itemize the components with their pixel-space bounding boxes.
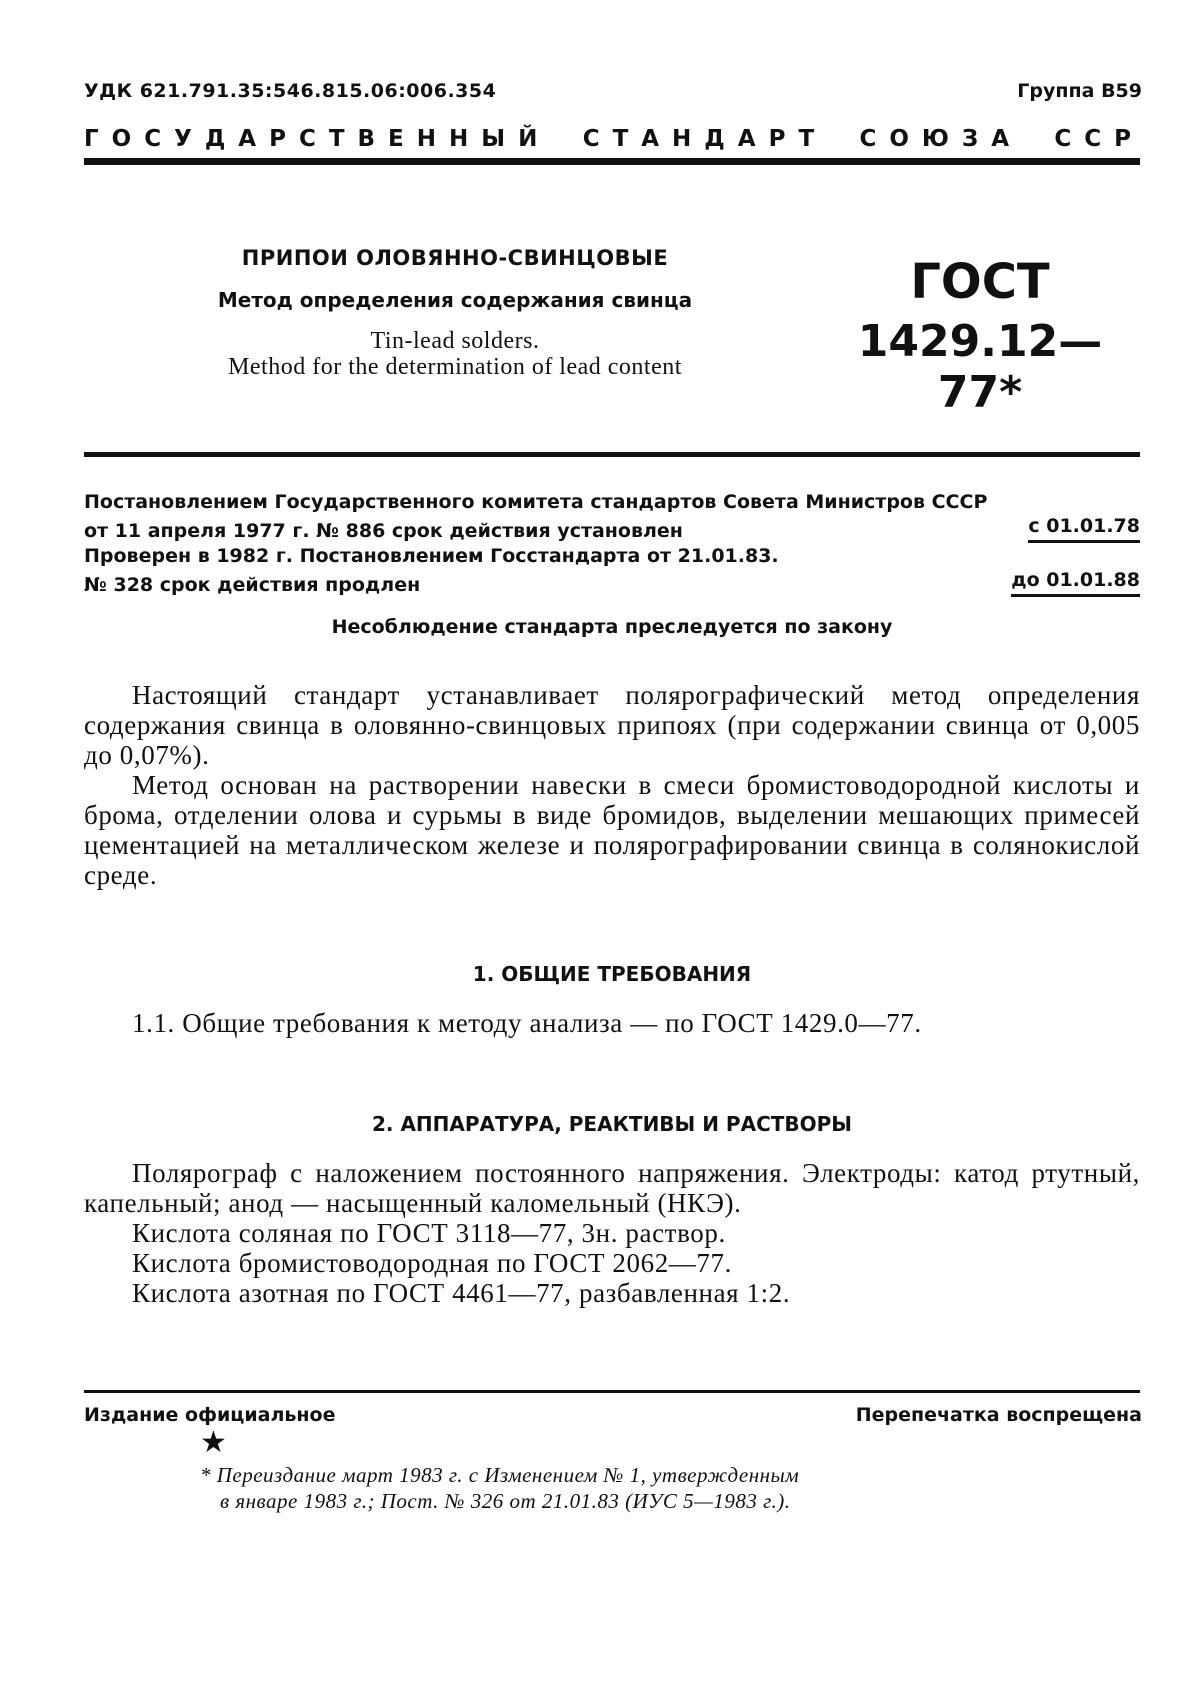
section-2-paragraph-2: Кислота соляная по ГОСТ 3118—77, 3н. раствор.	[132, 1218, 726, 1248]
decree-row-4	[84, 568, 1140, 597]
title-english	[140, 328, 770, 380]
banner-word-2: СТАНДАРТ	[582, 126, 828, 152]
reissue-footnote	[200, 1462, 1040, 1514]
extended-date: до 01.01.88	[1011, 568, 1140, 597]
reprint-prohibited-label: Перепечатка воспрещена	[855, 1404, 1142, 1426]
title-russian: ПРИПОИ ОЛОВЯННО-СВИНЦОВЫЕ	[241, 246, 669, 270]
subtitle-russian: Метод определения содержания свинца	[217, 288, 693, 312]
section-2-paragraph-3: Кислота бромистоводородная по ГОСТ 2062—77.	[132, 1248, 732, 1278]
title-english-line-1: Tin-lead solders.	[370, 328, 540, 354]
group-code: Группа В59	[1017, 80, 1142, 102]
title-rule	[84, 452, 1140, 457]
footnote-line-2: в январе 1983 г.; Пост. № 326 от 21.01.83 (ИУС 5—1983 г.).	[220, 1489, 791, 1513]
banner-word-3: СОЮЗА	[859, 126, 1023, 152]
decree-block	[84, 490, 1140, 543]
intro-paragraph-2: Метод основан на растворении навески в смеси бромистоводородной кислоты и брома, отделении олова и сурьмы в виде бромидов, выделении мешающих примесей цементацией на металлическом железе и полярографировании свинца в солянокислой среде.	[84, 770, 1140, 890]
revision-block	[84, 544, 1140, 597]
gost-label: ГОСТ	[910, 254, 1050, 310]
decree-line-2: от 11 апреля 1977 г. № 886 срок действия установлен	[84, 520, 683, 542]
banner-rule	[84, 158, 1140, 165]
gost-number: 1429.12—77*	[857, 316, 1103, 418]
section-2-text	[84, 1158, 1140, 1308]
section-1-heading: 1. ОБЩИЕ ТРЕБОВАНИЯ	[472, 962, 752, 986]
footnote-line-1: * Переиздание март 1983 г. с Изменением № 1, утвержденным	[200, 1463, 800, 1487]
banner-word-1: ГОСУДАРСТВЕННЫЙ	[84, 126, 551, 152]
intro-text	[84, 680, 1140, 890]
decree-line-3: Проверен в 1982 г. Постановлением Госстандарта от 21.01.83.	[84, 545, 779, 567]
section-2-paragraph-4: Кислота азотная по ГОСТ 4461—77, разбавленная 1:2.	[132, 1278, 791, 1308]
section-1-paragraph-1: 1.1. Общие требования к методу анализа — по ГОСТ 1429.0—77.	[132, 1008, 922, 1038]
decree-row-2	[84, 514, 1140, 543]
footer-rule	[84, 1390, 1140, 1393]
star-icon: ★	[200, 1425, 227, 1460]
section-2-heading: 2. АППАРАТУРА, РЕАКТИВЫ И РАСТВОРЫ	[371, 1112, 853, 1136]
title-english-line-2: Method for the determination of lead content	[228, 354, 682, 380]
decree-line-4: № 328 срок действия продлен	[84, 574, 421, 596]
udk-code: УДК 621.791.35:546.815.06:006.354	[84, 80, 497, 102]
banner-word-4: ССР	[1054, 126, 1144, 152]
legal-notice: Несоблюдение стандарта преследуется по закону	[331, 616, 893, 638]
decree-line-1: Постановлением Государственного комитета стандартов Совета Министров СССР	[84, 491, 988, 513]
effective-date: с 01.01.78	[1028, 514, 1140, 543]
official-edition-label: Издание официальное	[84, 1404, 336, 1426]
intro-paragraph-1: Настоящий стандарт устанавливает полярографический метод определения содержания свинца в оловянно-свинцовых припоях (при содержании свинца от 0,005 до 0,07%).	[84, 680, 1140, 770]
state-standard-banner	[84, 126, 1144, 152]
section-2-paragraph-1: Полярограф с наложением постоянного напряжения. Электроды: катод ртутный, капельный; анод — насыщенный каломельный (НКЭ).	[84, 1158, 1140, 1218]
section-1-text	[84, 1008, 1140, 1038]
